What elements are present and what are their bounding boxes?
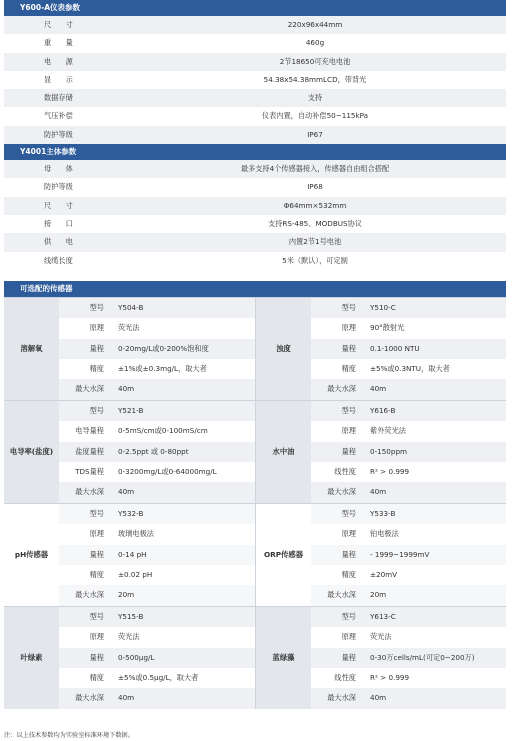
prop-row [311,585,506,605]
prop-row [311,442,506,462]
spec-label: 电 源 [44,56,73,66]
prop-label: TDS量程 [75,466,104,476]
prop-row [59,607,255,627]
prop-label: 精度 [89,569,104,579]
prop-row [59,565,255,585]
sensor-props [311,298,506,400]
spec-row [4,34,506,52]
spec-value: 支持RS-485、MODBUS协议 [268,218,362,228]
spec-label: 防护等级 [44,129,73,139]
prop-label: 型号 [341,611,356,621]
sensors-section [0,281,514,709]
prop-row [59,585,255,605]
prop-label: 线性度 [334,466,356,476]
prop-row [59,401,255,421]
spec-row [4,107,506,125]
prop-label: 型号 [89,611,104,621]
spec-row [4,53,506,71]
spec-row [4,178,506,196]
prop-row [311,401,506,421]
prop-label: 原理 [341,426,356,436]
prop-row [311,688,506,708]
prop-value: Y521-B [118,405,144,415]
spec-label: 尺 寸 [44,20,73,29]
prop-label: 量程 [341,343,356,353]
spec-row [4,252,506,270]
prop-label: 原理 [341,632,356,642]
sensor-name: 蓝绿藻 [256,607,311,709]
sensor-name: 水中油 [256,401,311,503]
y600-table [4,16,506,144]
spec-value: 仪表内置，自动补偿50~115kPa [261,111,369,121]
prop-row [311,504,506,524]
prop-label: 量程 [89,652,104,662]
prop-value: Y532-B [118,508,144,518]
prop-row [59,668,255,688]
prop-label: 线性度 [334,672,356,682]
spec-value: 支持 [307,93,323,103]
prop-row [311,421,506,441]
prop-label: 原理 [89,632,104,642]
spec-label: 线缆长度 [44,255,73,265]
prop-row [59,339,255,359]
spec-row [4,215,506,233]
spec-row [4,126,506,144]
sensor-name: 浊度 [256,298,311,400]
prop-label: 原理 [341,529,356,539]
prop-value: Y613-C [370,611,396,621]
sensor-card [255,607,506,709]
prop-label: 型号 [341,405,356,415]
sensor-row [4,400,506,503]
prop-row [59,524,255,544]
prop-label: 型号 [341,302,356,312]
sensor-card [255,298,506,400]
prop-value: 0-30万cells/mL(可定0~200万) [370,652,475,662]
spec-label: 尺 寸 [44,200,73,210]
spec-label: 防护等级 [44,182,73,192]
spec-value: IP67 [307,129,323,139]
spec-value: 5米（默认），可定制 [282,255,348,265]
prop-row [59,627,255,647]
prop-row [59,359,255,379]
prop-value: Y533-B [370,508,396,518]
y600-section [0,0,514,144]
prop-row [311,565,506,585]
spec-value: Φ64mm×532mm [283,200,347,210]
prop-row [311,318,506,338]
prop-label: 量程 [341,446,356,456]
prop-value: ±0.02 pH [118,569,153,579]
prop-label: 最大水深 [327,384,356,394]
prop-value: 紫外荧光法 [370,426,406,436]
prop-row [59,648,255,668]
prop-label: 精度 [89,364,104,374]
prop-label: 原理 [341,323,356,333]
spec-row [4,160,506,178]
sensor-card [4,298,255,400]
prop-label: 型号 [89,302,104,312]
prop-row [59,442,255,462]
prop-label: 量程 [89,549,104,559]
prop-row [311,648,506,668]
spec-value: 2节18650可充电电池 [279,56,351,66]
prop-value: 40m [370,693,387,703]
prop-row [59,298,255,318]
prop-label: 量程 [89,343,104,353]
prop-value: 0-500μg/L [118,652,155,662]
spec-label: 母 体 [44,164,73,174]
spec-label: 显 示 [44,74,73,84]
prop-label: 最大水深 [75,693,104,703]
prop-value: 0.1-1000 NTU [370,343,420,353]
sensor-props [311,607,506,709]
prop-row [311,359,506,379]
y4001-table [4,160,506,270]
prop-row [59,688,255,708]
prop-label: 量程 [341,652,356,662]
prop-row [59,482,255,502]
prop-value: 40m [118,693,135,703]
sensor-row [4,503,506,606]
prop-value: ±5%或0.3NTU，取大者 [370,364,450,374]
spec-value: 220x96x44mm [287,20,343,29]
prop-label: 原理 [89,529,104,539]
spec-value: 内置2节1号电池 [288,237,342,247]
spec-row [4,16,506,34]
prop-row [311,627,506,647]
prop-value: 20m [118,590,135,600]
sensor-name: 叶绿素 [4,607,59,709]
prop-row [59,318,255,338]
spec-label: 重 量 [44,38,73,48]
sensor-props [311,401,506,503]
prop-value: ±20mV [370,569,398,579]
prop-row [311,545,506,565]
prop-row [311,339,506,359]
sensor-row [4,297,506,400]
prop-value: 铂电极法 [370,529,399,539]
prop-label: 电导量程 [75,426,104,436]
sensor-props [59,504,255,606]
sensors-title: 可选配的传感器 [4,281,506,297]
prop-value: 20m [370,590,387,600]
prop-row [59,504,255,524]
prop-value: 荧光法 [118,323,140,333]
prop-label: 精度 [341,364,356,374]
prop-value: 40m [370,384,387,394]
prop-value: R² > 0.999 [370,672,410,682]
prop-row [59,462,255,482]
y4001-section [0,144,514,270]
prop-label: 量程 [341,549,356,559]
spec-label: 接 口 [44,218,73,228]
prop-value: 40m [370,487,387,497]
prop-label: 精度 [89,672,104,682]
prop-value: Y510-C [370,302,396,312]
prop-row [311,607,506,627]
sensor-card [4,401,255,503]
sensor-row [4,606,506,709]
prop-label: 最大水深 [327,487,356,497]
footnote: 注：以上技术参数均为实验室标准环境下数据。 [4,732,134,739]
prop-label: 最大水深 [75,384,104,394]
prop-value: Y616-B [370,405,396,415]
sensor-props [59,401,255,503]
prop-value: Y504-B [118,302,144,312]
spec-value: IP68 [307,182,323,192]
prop-label: 原理 [89,323,104,333]
prop-row [311,668,506,688]
prop-value: - 1999~1999mV [370,549,430,559]
spec-row [4,233,506,251]
spec-row [4,197,506,215]
spec-value: 54.38x54.38mmLCD，带背光 [263,74,367,84]
prop-label: 最大水深 [75,590,104,600]
prop-value: Y515-B [118,611,144,621]
y4001-title: Y4001主体参数 [4,144,506,160]
prop-value: 0-14 pH [118,549,147,559]
spec-value: 460g [305,38,325,48]
prop-row [311,462,506,482]
prop-value: 荧光法 [118,632,140,642]
prop-row [311,482,506,502]
prop-value: 0-150ppm [370,446,408,456]
prop-row [59,545,255,565]
prop-row [59,379,255,399]
prop-value: 荧光法 [370,632,392,642]
prop-label: 最大水深 [327,693,356,703]
prop-value: 0-3200mg/L或0-64000mg/L [118,466,217,476]
prop-label: 型号 [89,508,104,518]
prop-value: 0-2.5ppt 或 0-80ppt [118,446,189,456]
sensor-card [255,504,506,606]
sensor-name: 电导率(盐度) [4,401,59,503]
prop-value: 90°散射光 [370,323,405,333]
prop-value: 玻璃电极法 [118,529,154,539]
prop-label: 盐度量程 [75,446,104,456]
y600-title: Y600-A仪表参数 [4,0,506,16]
prop-row [311,379,506,399]
prop-row [59,421,255,441]
prop-value: ±5%或0.5μg/L，取大者 [118,672,199,682]
sensor-props [59,298,255,400]
prop-label: 最大水深 [75,487,104,497]
prop-label: 型号 [89,405,104,415]
prop-row [311,298,506,318]
spec-row [4,71,506,89]
prop-label: 精度 [341,569,356,579]
prop-label: 型号 [341,508,356,518]
sensor-card [4,504,255,606]
spec-row [4,89,506,107]
spec-label: 气压补偿 [44,111,73,121]
prop-value: R² > 0.999 [370,466,410,476]
sensor-props [59,607,255,709]
sensor-name: pH传感器 [14,549,49,559]
sensor-grid [4,297,506,709]
sensor-name: 溶解氧 [4,298,59,400]
spec-value: 最多支持4个传感器接入，传感器自由组合搭配 [240,164,390,174]
prop-value: 40m [118,487,135,497]
prop-value: 0-5mS/cm或0-100mS/cm [118,426,208,436]
sensor-props [311,504,506,606]
prop-value: 40m [118,384,135,394]
prop-value: ±1%或±0.3mg/L，取大者 [118,364,207,374]
sensor-card [255,401,506,503]
spec-label: 数据存储 [44,93,73,103]
prop-row [311,524,506,544]
sensor-card [4,607,255,709]
spec-label: 供 电 [44,237,73,247]
prop-label: 最大水深 [327,590,356,600]
sensor-name: ORP传感器 [263,549,304,559]
prop-value: 0-20mg/L或0-200%饱和度 [118,343,209,353]
